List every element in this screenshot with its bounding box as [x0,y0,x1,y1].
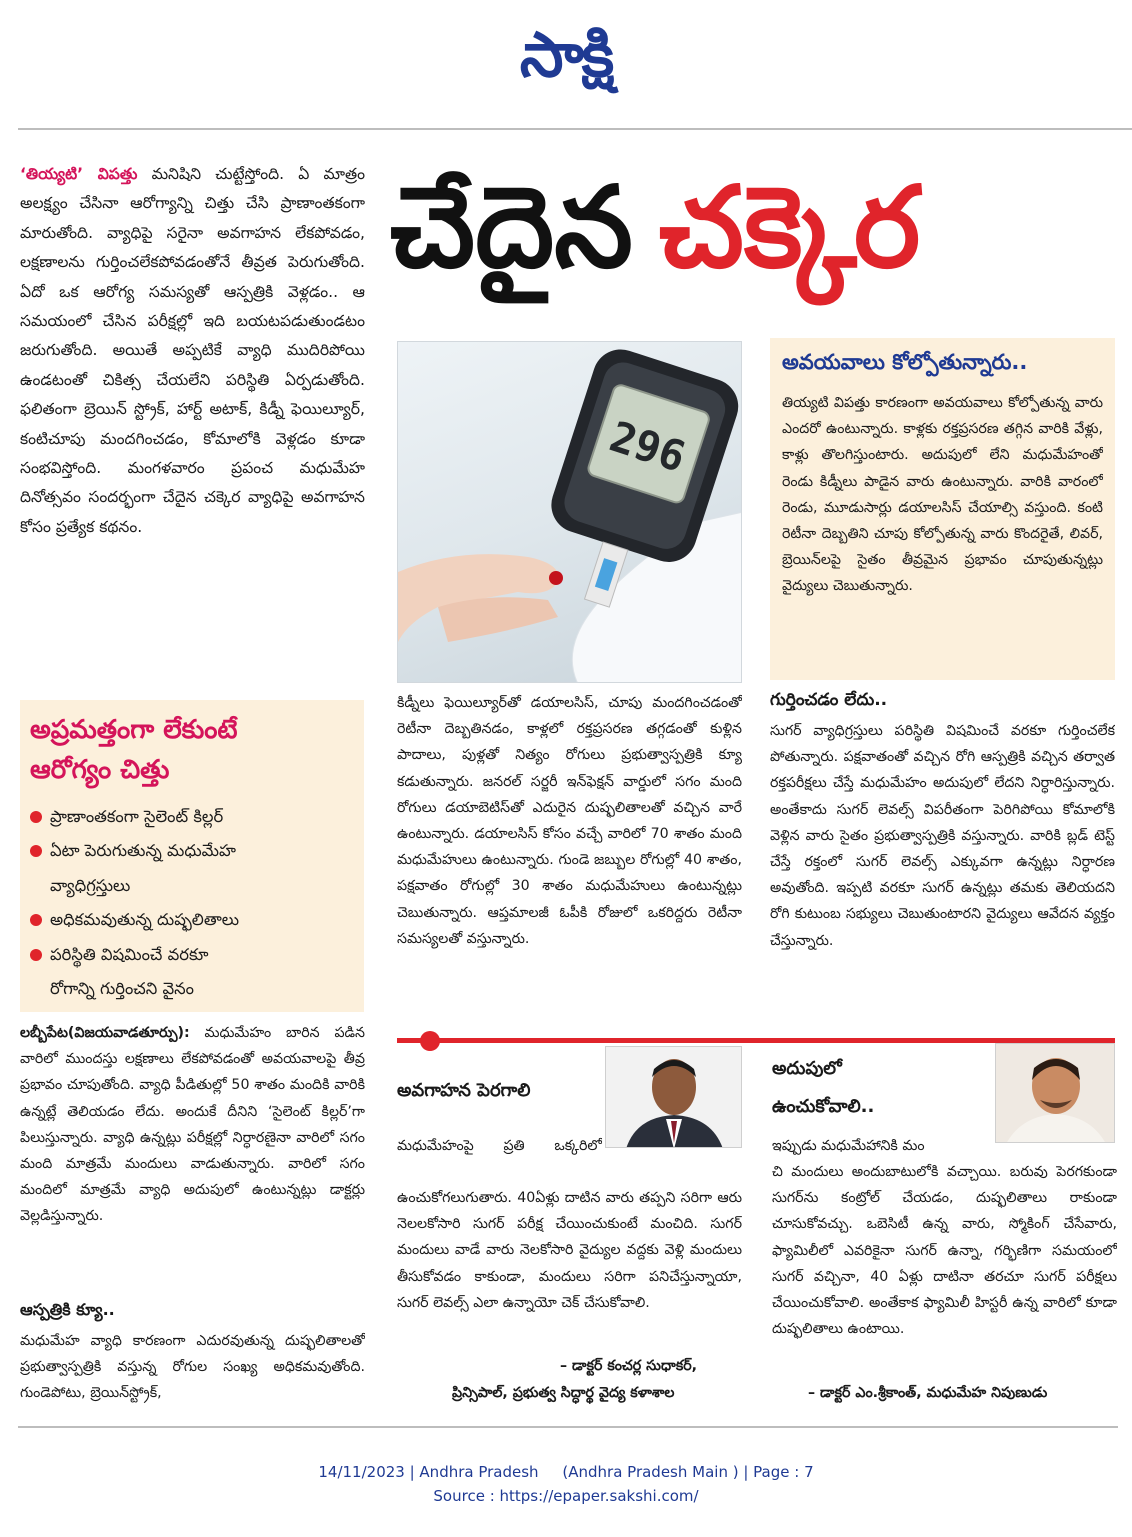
dateline: లబ్బీపేట(విజయవాడతూర్పు): [20,1025,190,1041]
control-heading-line2: ఉంచుకోవాలి.. [772,1096,875,1117]
bullet-dot-icon [30,811,42,823]
masthead-rule [18,128,1132,130]
doctor-portrait-1 [605,1046,742,1148]
glucometer-image [397,341,742,683]
headline-part2: చక్కెర [658,163,921,293]
not-detected-paragraph: సుగర్ వ్యాధిగ్రస్తులు పరిస్థితి విషమించే వరకూ గుర్తించలేక పోతున్నారు. పక్షవాతంతో వచ్చిన రోగి ఆస్పత్రికి వచ్చిన తర్వాత రక్తపరీక్షలు చేస్తే మధుమేహం అదుపులో లేదని నిర్ధారిస్తున్నారు. అంతేకాదు సుగర్ లెవల్స్ విపరీతంగా పెరిగిపోయి కోమాలోకి వెళ్లిన వారు సైతం ప్రభుత్వాస్పత్రికి వస్తున్నారు. వారికి బ్లడ్ టెస్ట్ చేస్తే రక్తంలో సుగర్ లెవల్స్ ఎక్కువగా ఉన్నట్లు నిర్ధారణ అవుతోంది. ఇప్పటి వరకూ సుగర్ ఉన్నట్లు తమకు తెలియదని రోగి కుటుంబ సభ్యులు చెబుతుంటారని వైద్యులు ఆవేదన వ్యక్తం చేస్తున్నారు. [770,723,1115,949]
alert-bullet: ఏటా పెరుగుతున్న మధుమేహ వ్యాధిగ్రస్తులు [30,834,354,903]
bullet-dot-icon [30,949,42,961]
headline-part1: చేదైన [390,163,633,293]
alert-box-title-line1: అప్రమత్తంగా లేకుంటే [30,715,238,745]
control-byline: – డాక్టర్ ఎం.శ్రీకాంత్, మధుమేహ నిపుణుడు [808,1385,1048,1401]
intro-text: మనిషిని చుట్టేస్తోంది. ఏ మాత్రం అలక్ష్యం చేసినా ఆరోగ్యాన్ని చిత్తు చేసి ప్రాణాంతకంగా మారుతోంది. వ్యాధిపై సరైనా అవగాహన లేకపోవడం, లక్షణాలను గుర్తించలేకపోవడంతోనే తీవ్రత పెరుగుతోంది. ఏదో ఒక ఆరోగ్య సమస్యతో ఆస్పత్రికి వెళ్లడం.. ఆ సమయంలో చేసిన పరీక్షల్లో ఇది బయటపడుతుండటం జరుగుతోంది. అయితే అప్పటికే వ్యాధి ముదిరిపోయి ఉండటంతో చికిత్స చేయలేని పరిస్థితి ఏర్పడుతోంది. ఫలితంగా బ్రెయిన్ స్ట్రోక్, హార్ట్ అటాక్, కిడ్నీ ఫెయిల్యూర్, కంటిచూపు మందగించడం, కోమాలోకి వెళ్లడం కూడా సంభవిస్తోంది. మంగళవారం ప్రపంచ మధుమేహ దినోత్సవం సందర్భంగా చేదైన చక్కెర వ్యాధిపై అవగాహన కోసం ప్రత్యేక కథనం. [20,165,365,536]
bullet-dot-icon [30,845,42,857]
alert-bullet: అధికమవుతున్న దుష్ఫలితాలు [30,903,354,937]
doctor-portrait-icon [606,1047,742,1148]
alert-box-bullets [30,800,354,1006]
bottom-rule [18,1426,1118,1428]
awareness-text-top: మధుమేహంపై ప్రతి ఒక్కరిలో [397,1138,602,1154]
doctor-portrait-2 [995,1043,1115,1143]
glucometer-illustration [398,342,742,683]
divider-dot-icon [420,1031,440,1051]
intro-highlight: ‘తియ్యటి’ విపత్తు [20,165,138,183]
awareness-paragraph: ఉంచుకోగలుగుతారు. 40ఏళ్లు దాటిన వారు తప్పని సరిగా ఆరు నెలలకోసారి సుగర్ పరీక్ష చేయించుకుంటే మంచిది. సుగర్ మందులు వాడే వారు నెలకోసారి వైద్యుల వద్దకు వెళ్లి మందులు తీసుకోవడం కాకుండా, మందులు సరిగా పనిచేస్తున్నాయా, సుగర్ లెవల్స్ ఎలా ఉన్నాయో చెక్ చేసుకోవాలి. [397,1190,742,1311]
footer-source-line: Source : https://epaper.sakshi.com/ [433,1487,699,1505]
headline [390,158,1090,338]
alert-box [20,700,364,1012]
bullet-dot-icon [30,914,42,926]
organs-box-text: తియ్యటి విపత్తు కారణంగా అవయవాలు కోల్పోతున్న వారు ఎందరో ఉంటున్నారు. కాళ్లకు రక్తప్రసరణ తగ్గిన వారికి వేళ్లు, కాళ్లు తొలగిస్తుంటారు. అదుపులో లేని మధుమేహంతో రెండు కిడ్నీలు పాడైన వారు ఉంటున్నారు. వారికి వారంలో రెండు, మూడుసార్లు డయాలసిస్ చేయాల్సి వస్తుంది. కంటి రెటీనా దెబ్బతిని చూపు కోల్పోతున్న వారు కొందరైతే, లివర్, బ్రెయిన్‌లపై సైతం తీవ్రమైన ప్రభావం చూపుతున్నట్లు వైద్యులు చెబుతున్నారు. [782,395,1103,595]
labbipet-text: మధుమేహం బారిన పడిన వారిలో ముందస్తు లక్షణాలు లేకపోవడంతో అవయవాలపై తీవ్ర ప్రభావం చూపుతోంది. వ్యాధి పీడితుల్లో 50 శాతం మందికి వారికి ఉన్నట్లే తెలియడం లేదు. అందుకే దీనిని ‘సైలెంట్ కిల్లర్’గా పిలుస్తున్నారు. వ్యాధి ఉన్నట్లు పరీక్షల్లో నిర్ధారణైనా వారిలో సగం మంది మాత్రమే మందులు వాడుతున్నారు. వారిలో సగం మందిలో మాత్రమే వ్యాధి అదుపులో ఉంటున్నట్లు డాక్టర్లు వెల్లడిస్తున్నారు. [20,1025,365,1225]
awareness-heading: అవగాహన పెరగాలి [397,1080,531,1101]
svg-text:296: 296 [604,411,692,482]
awareness-byline-role: ప్రిన్సిపాల్, ప్రభుత్వ సిద్ధార్థ వైద్య కళాశాల [452,1385,675,1401]
mid-column-paragraph: కిడ్నీలు ఫెయిల్యూర్‌తో డయాలసిస్, చూపు మందగించడంతో రెటీనా దెబ్బతినడం, కాళ్లలో రక్తప్రసరణ తగ్గడంతో కుళ్లిన పాదాలు, పుళ్లతో నిత్యం రోగులు ప్రభుత్వాస్పత్రికి క్యూ కడుతున్నారు. జనరల్ సర్జరీ ఇన్‌ఫెక్షన్ వార్డులో సగం మంది రోగులు డయాబెటిస్‌తో ఎదురైన దుష్ఫలితాలతో వచ్చిన వారే ఉంటున్నారు. డయాలసిస్ కోసం వచ్చే వారిలో 70 శాతం మంది మధుమేహులు ఉంటున్నారు. గుండె జబ్బుల రోగుల్లో 40 శాతం, పక్షవాతం రోగుల్లో 30 శాతం మధుమేహులు ఉంటున్నట్లు చెబుతున్నారు. ఆప్తమాలజీ ఓపీకి రోజులో ఒకరిద్దరు రెటీనా సమస్యలతో వస్తున్నారు. [397,695,742,947]
control-text-top: ఇప్పుడు మధుమేహానికి మం [772,1138,925,1154]
not-detected-heading: గుర్తించడం లేదు.. [770,690,888,710]
alert-box-title-line2: ఆరోగ్యం చిత్తు [30,755,170,785]
queue-paragraph: మధుమేహ వ్యాధి కారణంగా ఎదురవుతున్న దుష్ఫలితాలతో ప్రభుత్వాస్పత్రికి వస్తున్న రోగుల సంఖ్య అధికమవుతోంది. గుండెపోటు, బ్రెయిన్‌స్ట్రోక్, [20,1333,365,1402]
control-heading-line1: అదుపులో [772,1058,842,1079]
labbipet-paragraph [20,1020,365,1300]
alert-bullet: ప్రాణాంతకంగా సైలెంట్ కిల్లర్ [30,800,354,834]
alert-bullet: పరిస్థితి విషమించే వరకూ రోగాన్ని గుర్తించని వైనం [30,938,354,1007]
control-paragraph: చి మందులు అందుబాటులోకి వచ్చాయి. బరువు పెరగకుండా సుగర్‌ను కంట్రోల్ చేయడం, దుష్ఫలితాలు రాకుండా చూసుకోవచ్చు. ఒబెసిటీ ఉన్న వారు, స్మోకింగ్ చేసేవారు, ఫ్యామిలీలో ఎవరికైనా సుగర్ ఉన్నా, గర్భిణిగా సమయంలో సుగర్ వచ్చినా, 40 ఏళ్లు దాటినా తరచూ సుగర్ పరీక్షలు చేయించుకోవాలి. అంతేకాక ఫ్యామిలీ హిస్టరీ ఉన్న వారిలో కూడా దుష్ఫలితాలు ఉంటాయి. [772,1164,1117,1338]
queue-heading: ఆస్పత్రికి క్యూ.. [20,1300,115,1319]
intro-paragraph [20,160,365,685]
masthead-logo: సాక్షి [519,18,613,91]
awareness-byline-name: – డాక్టర్ కంచర్ల సుధాకర్, [560,1358,698,1374]
organs-box [770,338,1115,680]
footer-edition-line: 14/11/2023 | Andhra Pradesh (Andhra Pradesh Main ) | Page : 7 [318,1463,814,1481]
doctor-portrait-icon [996,1044,1115,1143]
organs-box-title: అవయవాలు కోల్పోతున్నారు.. [782,350,1028,374]
